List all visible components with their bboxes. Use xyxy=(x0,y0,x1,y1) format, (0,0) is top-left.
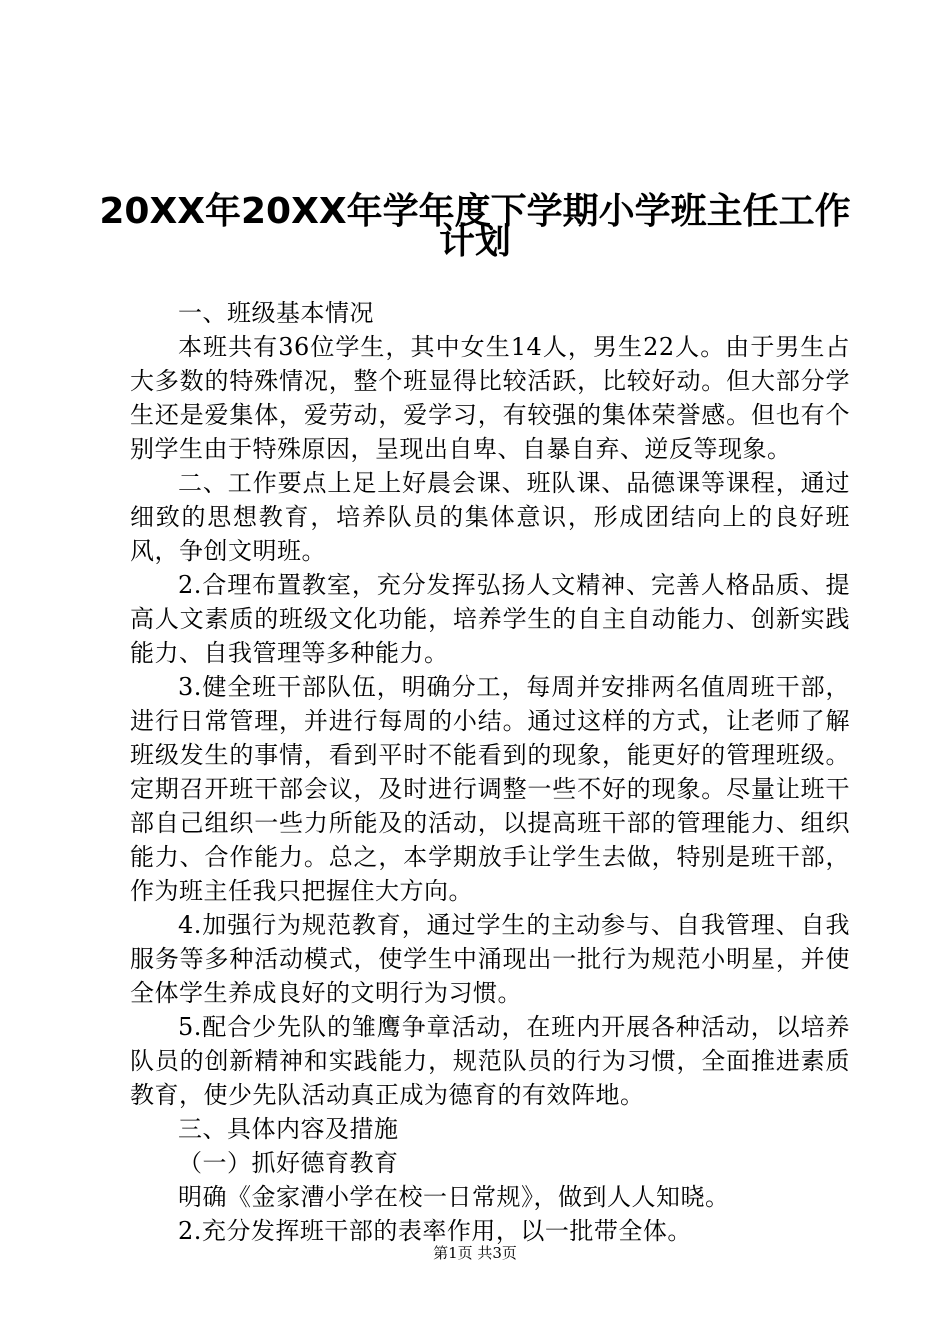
paragraph-point-2: 2.合理布置教室，充分发挥弘扬人文精神、完善人格品质、提高人文素质的班级文化功能，培养学生的自主自动能力、创新实践能力、自我管理等多种能力。 xyxy=(130,571,850,667)
paragraph-class-cadre-role: 2.充分发挥班干部的表率作用，以一批带全体。 xyxy=(178,1217,692,1245)
document-title-line-1: 20XX年20XX年学年度下学期小学班主任工作 xyxy=(99,191,851,232)
section-heading-class-situation: 一、班级基本情况 xyxy=(178,299,374,327)
paragraph-class-overview: 本班共有36位学生，其中女生14人，男生22人。由于男生占大多数的特殊情况，整个班显得比较活跃，比较好动。但大部分学生还是爱集体，爱劳动，爱学习，有较强的集体荣誉感。但也有个别学生由于特殊原因，呈现出自卑、自暴自弃、逆反等现象。 xyxy=(130,333,850,463)
page-footer: 第1页 共3页 xyxy=(433,1244,517,1262)
document-title-line-2: 计划 xyxy=(438,221,511,262)
paragraph-work-points: 二、工作要点上足上好晨会课、班队课、品德课等课程，通过细致的思想教育，培养队员的集体意识，形成团结向上的良好班风，争创文明班。 xyxy=(130,469,850,565)
subsection-heading-moral-education: （一）抓好德育教育 xyxy=(178,1149,399,1177)
paragraph-point-5: 5.配合少先队的雏鹰争章活动，在班内开展各种活动，以培养队员的创新精神和实践能力，规范队员的行为习惯，全面推进素质教育，使少先队活动真正成为德育的有效阵地。 xyxy=(130,1013,850,1109)
document-body xyxy=(130,296,850,1248)
section-heading-measures: 三、具体内容及措施 xyxy=(178,1115,399,1143)
paragraph-point-3: 3.健全班干部队伍，明确分工，每周并安排两名值周班干部，进行日常管理，并进行每周的小结。通过这样的方式，让老师了解班级发生的事情，看到平时不能看到的现象，能更好的管理班级。定期召开班干部会议，及时进行调整一些不好的现象。尽量让班干部自己组织一些力所能及的活动，以提高班干部的管理能力、组织能力、合作能力。总之，本学期放手让学生去做，特别是班干部，作为班主任我只把握住大方向。 xyxy=(130,673,850,905)
paragraph-point-4: 4.加强行为规范教育，通过学生的主动参与、自我管理、自我服务等多种活动模式，使学生中涌现出一批行为规范小明星，并使全体学生养成良好的文明行为习惯。 xyxy=(130,911,850,1007)
paragraph-daily-rules: 明确《金家漕小学在校一日常规》，做到人人知晓。 xyxy=(178,1183,730,1211)
